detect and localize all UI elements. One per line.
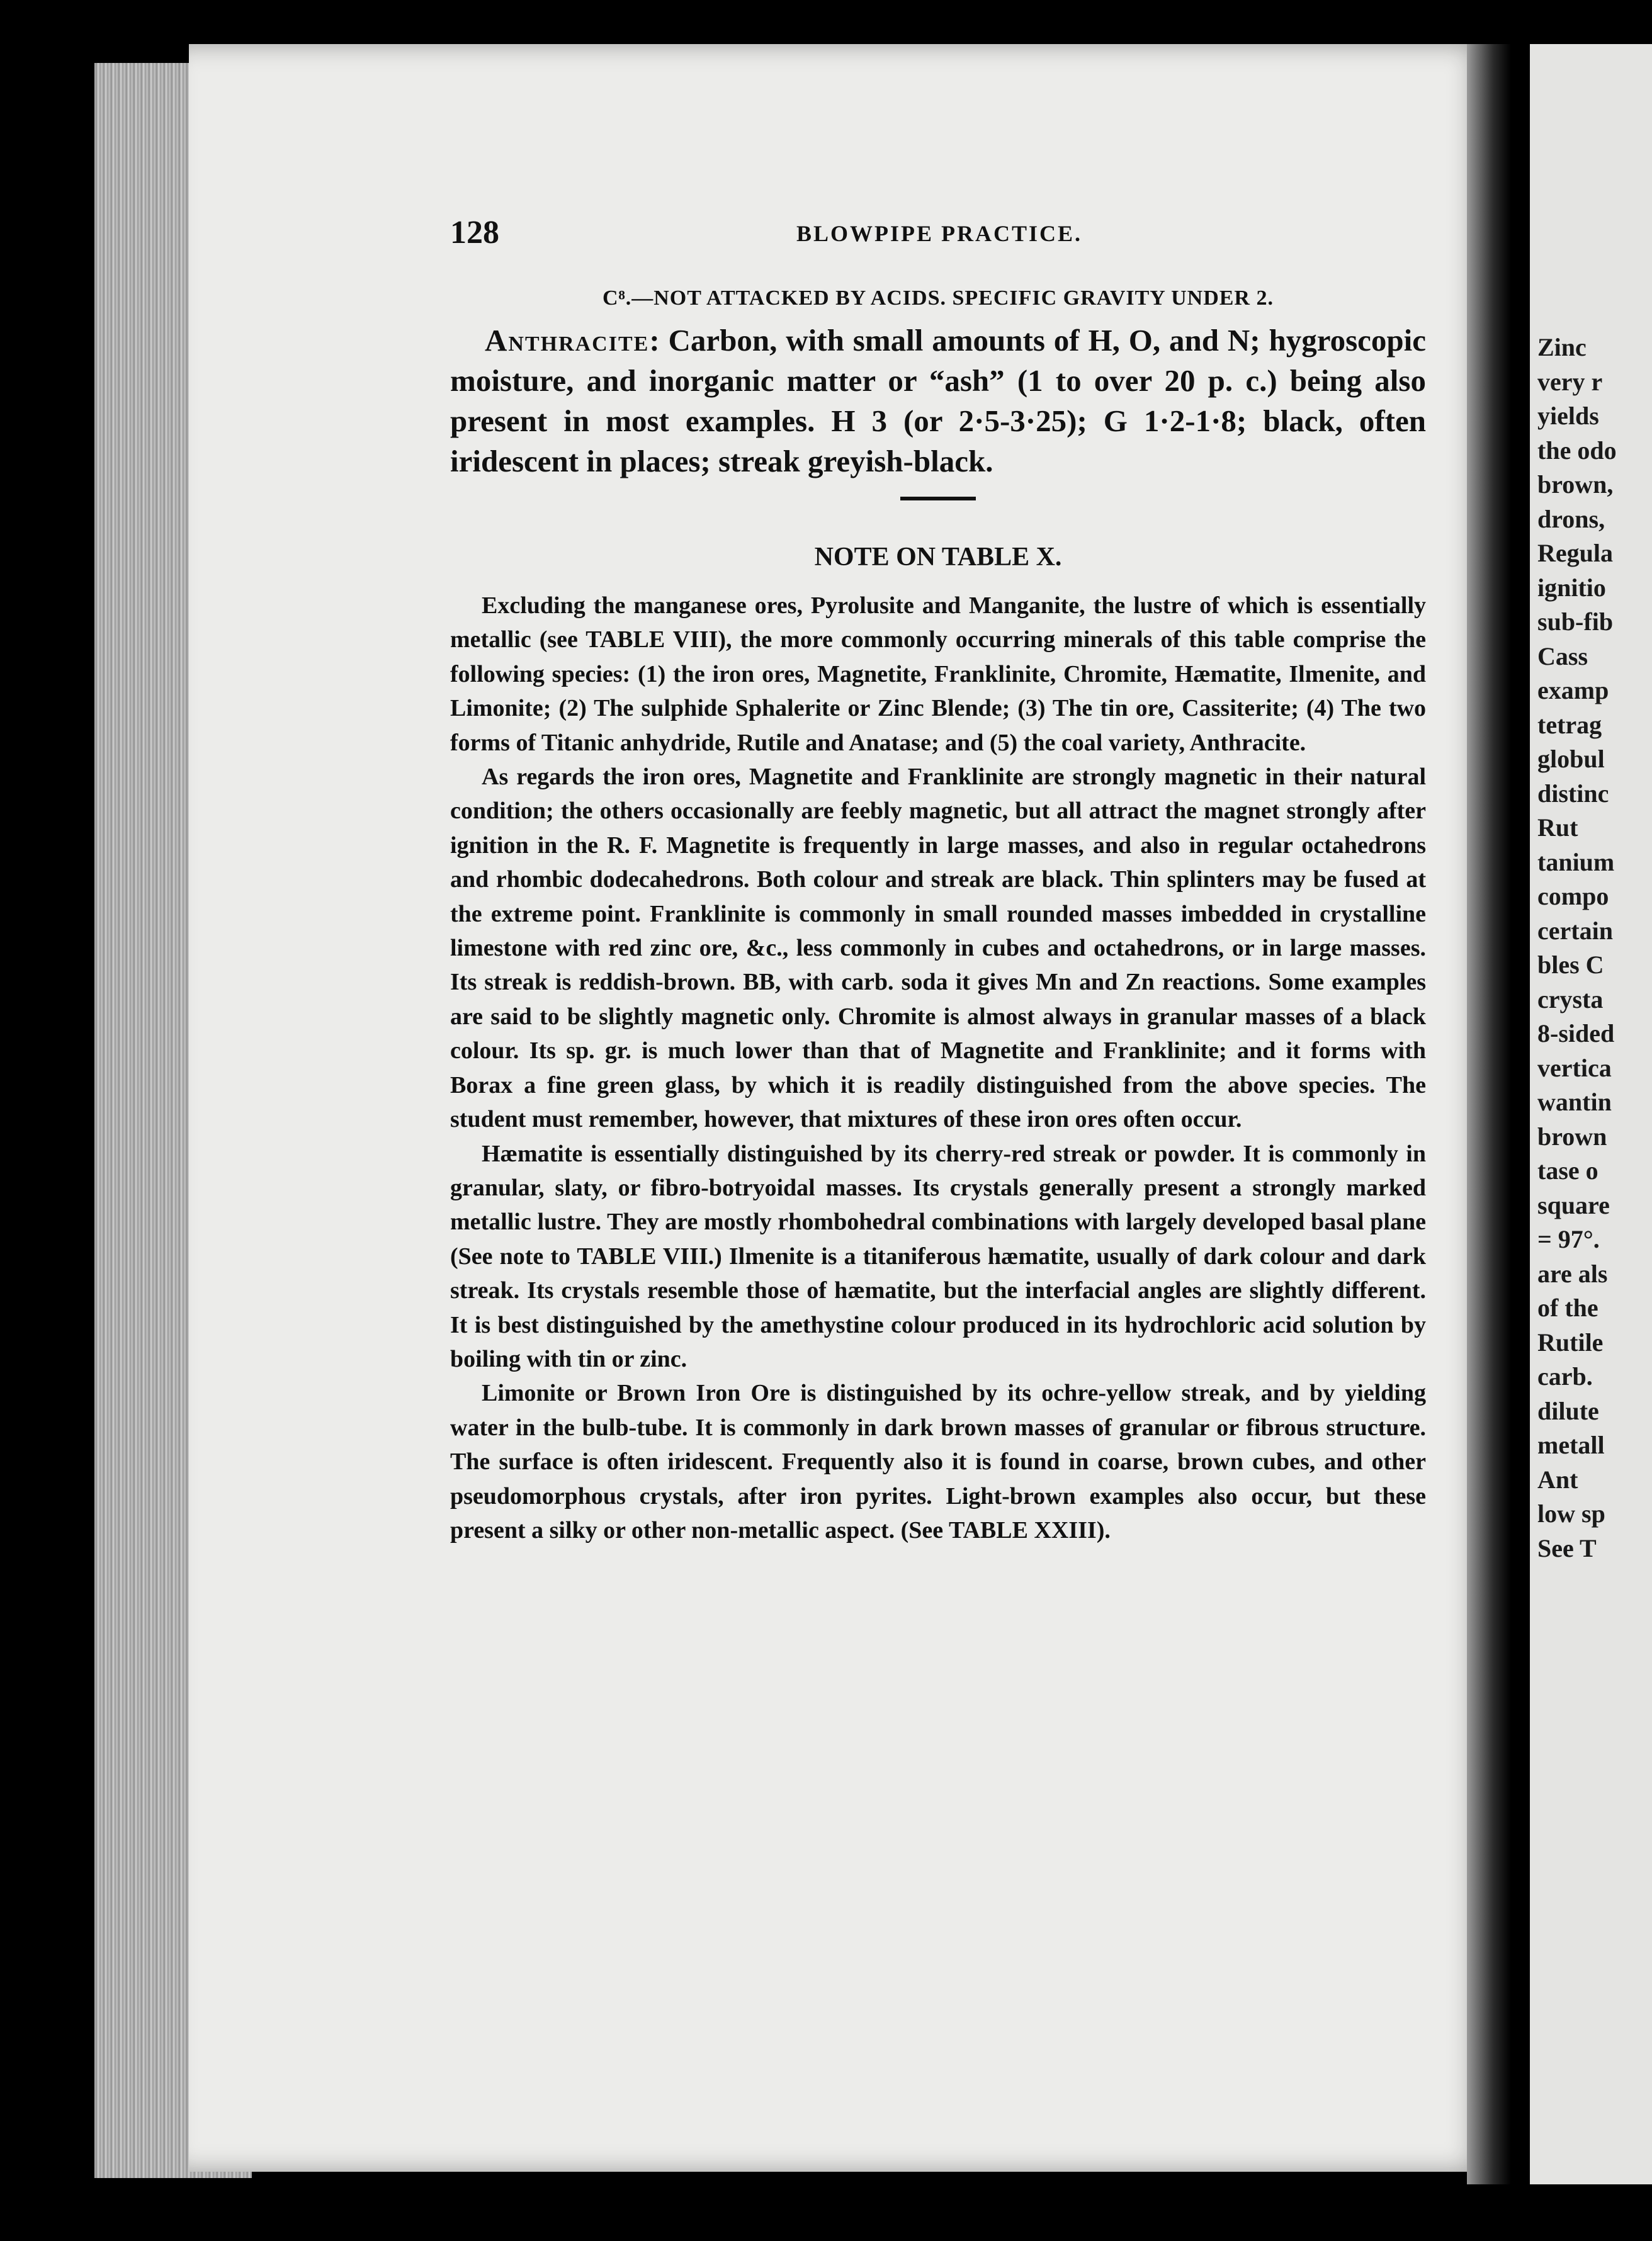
facing-page-line: drons, xyxy=(1537,504,1605,533)
facing-page-line: globul xyxy=(1537,745,1605,773)
facing-page xyxy=(1530,44,1652,2184)
facing-page-line: Regula xyxy=(1537,539,1613,567)
facing-page-line: tase o xyxy=(1537,1156,1598,1185)
facing-page-line: square xyxy=(1537,1190,1610,1219)
facing-page-line: tetrag xyxy=(1537,710,1602,739)
page-number: 128 xyxy=(450,215,499,251)
facing-page-line: carb. xyxy=(1537,1362,1593,1391)
subsection-heading: C⁸.—NOT ATTACKED BY ACIDS. SPECIFIC GRAVITY UNDER 2. xyxy=(603,286,1274,310)
facing-page-line: brown, xyxy=(1537,470,1614,499)
note-paragraph-2: As regards the iron ores, Magnetite and Franklinite are strongly magnetic in their natural condition; the others occasionally are feebly magnetic, but all attract the magnet strongly after ignition in the R. F. Magnetite is frequently in large masses, and also in regular octahedrons and rhombic dodecahedrons. Both colour and streak are black. Thin splinters may be fused at the extreme point. Franklinite is commonly in small rounded masses imbedded in crystalline limestone with red zinc ore, &c., less commonly in cubes and octahedrons, or in large masses. Its streak is reddish-brown. BB, with carb. soda it gives Mn and Zn reactions. Some examples are said to be slightly magnetic only. Chromite is almost always in granular masses of a black colour. Its sp. gr. is much lower than that of Magnetite and Franklinite; and it forms with Borax a fine green glass, by which it is readily distinguished from the above species. The student must remember, however, that mixtures of these iron ores often occur. xyxy=(450,764,1426,1133)
facing-page-line: wantin xyxy=(1537,1088,1612,1116)
facing-page-line: Rutile xyxy=(1537,1328,1604,1357)
facing-page-line: the odo xyxy=(1537,436,1617,465)
facing-page-line: distinc xyxy=(1537,779,1609,808)
entry-description: Carbon, with small amounts of H, O, and N; hygroscopic moisture, and inorganic matter or “ash” (1 to over 20 p. c.) being also present in most examples. H 3 (or 2·5-3·25); G 1·2-1·8; black, often iridescent in places; streak greyish-black. xyxy=(450,323,1426,478)
running-head xyxy=(450,214,1426,258)
facing-page-line: = 97°. xyxy=(1537,1225,1600,1253)
facing-page-line: ignitio xyxy=(1537,573,1606,602)
facing-page-line: examp xyxy=(1537,676,1609,704)
facing-page-line: bles C xyxy=(1537,951,1604,979)
mineral-name: Anthracite xyxy=(485,323,650,358)
facing-page-line: crysta xyxy=(1537,985,1604,1013)
entry-colon: : xyxy=(649,323,660,358)
running-title: BLOWPIPE PRACTICE. xyxy=(796,221,1083,246)
facing-page-line: 8-sided xyxy=(1537,1019,1615,1047)
facing-page-line: Zinc xyxy=(1537,333,1587,361)
facing-page-line: brown xyxy=(1537,1122,1607,1151)
facing-page-line: Cass xyxy=(1537,641,1588,670)
section-rule xyxy=(900,497,976,500)
facing-page-line: Ant xyxy=(1537,1465,1578,1494)
anthracite-entry xyxy=(450,320,1426,482)
note-title: NOTE ON TABLE X. xyxy=(814,543,1062,572)
facing-page-line: compo xyxy=(1537,882,1609,910)
facing-page-line: certain xyxy=(1537,916,1613,945)
facing-page-line: dilute xyxy=(1537,1396,1599,1425)
facing-page-line: Rut xyxy=(1537,813,1578,842)
facing-page-line: See T xyxy=(1537,1533,1597,1562)
facing-page-line: tanium xyxy=(1537,847,1615,876)
facing-page-line: metall xyxy=(1537,1431,1605,1459)
facing-page-line: of the xyxy=(1537,1294,1598,1322)
facing-page-line: yields xyxy=(1537,402,1599,430)
facing-page-line: vertica xyxy=(1537,1053,1612,1082)
facing-page-line: sub-fib xyxy=(1537,607,1614,636)
page-content xyxy=(450,214,1426,1547)
facing-page-line: low sp xyxy=(1537,1499,1605,1528)
facing-page-text xyxy=(1537,330,1617,1566)
facing-page-line: are als xyxy=(1537,1259,1608,1288)
note-paragraph-3: Hæmatite is essentially distinguished by its cherry-red streak or powder. It is commonly in granular, slaty, or fibro-botryoidal masses. Its crystals generally present a strongly marked metallic lustre. They are mostly rhombohedral combinations with largely developed basal plane (See note to TABLE VIII.) Ilmenite is a titaniferous hæmatite, usually of dark colour and dark streak. Its crystals resemble those of hæmatite, but the interfacial angles are slightly different. It is best distinguished by the amethystine colour produced in its hydrochloric acid solution by boiling with tin or zinc. xyxy=(450,1140,1426,1372)
note-paragraph-4: Limonite or Brown Iron Ore is distinguished by its ochre-yellow streak, and by yielding water in the bulb-tube. It is commonly in dark brown masses of granular or fibrous structure. The surface is often iridescent. Frequently also it is found in coarse, brown cubes, and other pseudomorphous crystals, after iron pyrites. Light-brown examples also occur, but these present a silky or other non-metallic aspect. (See TABLE XXIII). xyxy=(450,1380,1426,1544)
note-paragraph-1: Excluding the manganese ores, Pyrolusite and Manganite, the lustre of which is essentially metallic (see TABLE VIII), the more commonly occurring minerals of this table comprise the following species: (1) the iron ores, Magnetite, Franklinite, Chromite, Hæmatite, Ilmenite, and Limonite; (2) The sulphide Sphalerite or Zinc Blende; (3) The tin ore, Cassiterite; (4) The two forms of Titanic anhydride, Rutile and Anatase; and (5) the coal variety, Anthracite. xyxy=(450,592,1426,756)
facing-page-line: very r xyxy=(1537,367,1603,396)
book-gutter xyxy=(1467,44,1511,2184)
